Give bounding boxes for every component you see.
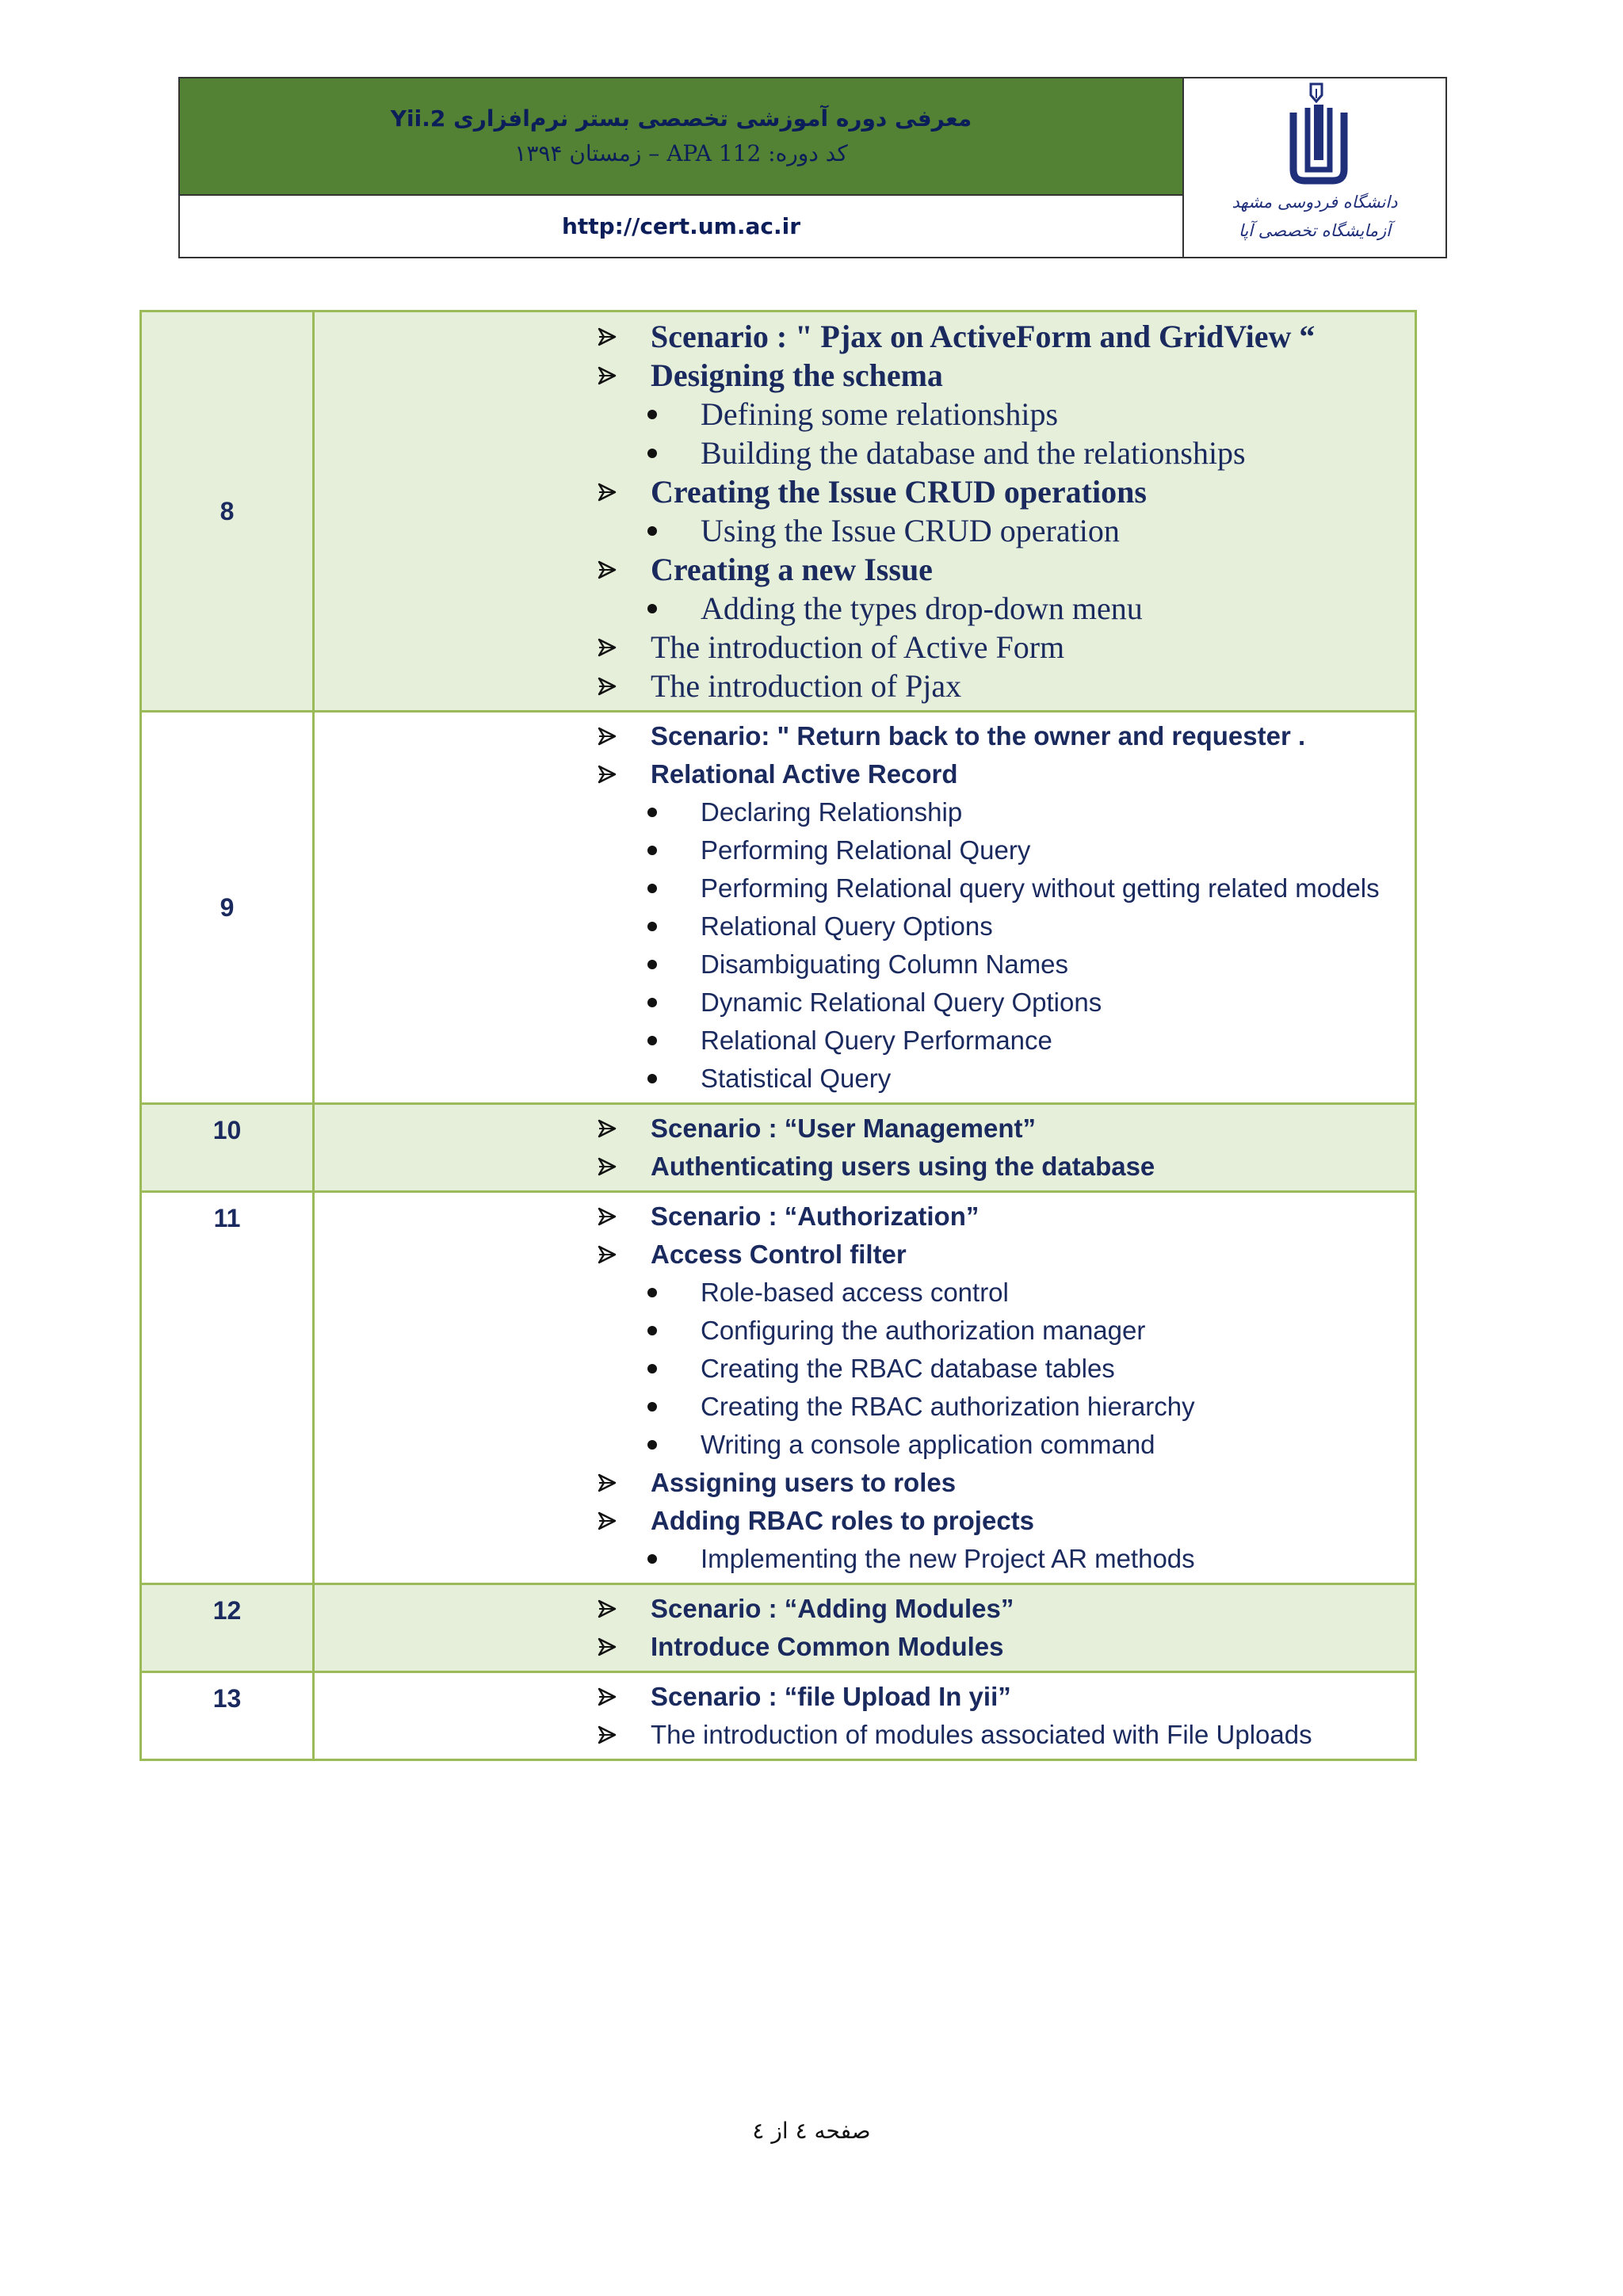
dot-bullet-icon	[647, 808, 657, 817]
table-row	[141, 1192, 1416, 1584]
session-topics	[314, 1672, 1416, 1760]
dot-bullet-icon	[647, 922, 657, 931]
topic-item	[315, 1198, 1415, 1236]
topic-item	[315, 717, 1415, 755]
topic-text: Assigning users to roles	[651, 1468, 957, 1497]
topic-item	[315, 472, 1415, 511]
dot-bullet-icon	[647, 604, 657, 613]
topic-text: Access Control filter	[651, 1240, 907, 1269]
session-topics	[314, 1584, 1416, 1672]
topic-item	[315, 755, 1415, 793]
dot-bullet-icon	[647, 1326, 657, 1335]
dot-bullet-icon	[647, 1402, 657, 1412]
page-footer: صفحه ٤ از ٤	[752, 2118, 871, 2144]
topic-text: Scenario : “file Upload In yii”	[651, 1682, 1011, 1711]
subtopic-item	[315, 1540, 1415, 1578]
arrow-bullet-icon	[597, 1118, 617, 1139]
dot-bullet-icon	[647, 960, 657, 969]
topic-item	[315, 356, 1415, 395]
topic-text: Writing a console application command	[701, 1430, 1155, 1459]
topic-text: Scenario: " Return back to the owner and requester .	[651, 721, 1306, 751]
session-topics	[314, 712, 1416, 1104]
subtopic-item	[315, 1388, 1415, 1426]
session-number: 8	[141, 311, 314, 712]
topic-text: Relational Query Performance	[701, 1026, 1052, 1055]
subtopic-item	[315, 511, 1415, 550]
session-topics	[314, 1104, 1416, 1192]
topic-item	[315, 628, 1415, 667]
topic-text: The introduction of Pjax	[651, 668, 962, 704]
topic-text: Performing Relational Query	[701, 835, 1031, 865]
topic-item	[315, 1628, 1415, 1666]
course-sessions-table	[139, 310, 1417, 1761]
table-row	[141, 1584, 1416, 1672]
topic-item	[315, 1502, 1415, 1540]
topic-text: Creating the RBAC authorization hierarchy	[701, 1392, 1195, 1421]
arrow-bullet-icon	[597, 482, 617, 502]
topic-text: Creating the RBAC database tables	[701, 1354, 1115, 1383]
arrow-bullet-icon	[597, 1156, 617, 1177]
subtopic-item	[315, 1274, 1415, 1312]
subtopic-item	[315, 984, 1415, 1022]
topic-item	[315, 1110, 1415, 1148]
topic-item	[315, 317, 1415, 356]
topic-text: Scenario : “Adding Modules”	[651, 1594, 1014, 1623]
topic-text: Scenario : “Authorization”	[651, 1201, 980, 1231]
arrow-bullet-icon	[597, 1599, 617, 1619]
dot-bullet-icon	[647, 1554, 657, 1564]
header-info	[180, 78, 1184, 257]
dot-bullet-icon	[647, 1440, 657, 1450]
arrow-bullet-icon	[597, 726, 617, 747]
topic-item	[315, 1148, 1415, 1186]
topic-text: Dynamic Relational Query Options	[701, 988, 1102, 1017]
subtopic-item	[315, 1060, 1415, 1098]
topic-text: Designing the schema	[651, 357, 943, 393]
topic-text: The introduction of Active Form	[651, 629, 1065, 665]
subtopic-item	[315, 1426, 1415, 1464]
session-number: 12	[141, 1584, 314, 1672]
arrow-bullet-icon	[597, 1206, 617, 1227]
dot-bullet-icon	[647, 1074, 657, 1083]
session-number: 13	[141, 1672, 314, 1760]
subtopic-item	[315, 831, 1415, 869]
dot-bullet-icon	[647, 846, 657, 855]
subtopic-item	[315, 434, 1415, 472]
arrow-bullet-icon	[597, 1687, 617, 1707]
topic-text: Configuring the authorization manager	[701, 1316, 1146, 1345]
arrow-bullet-icon	[597, 1244, 617, 1265]
topic-text: Disambiguating Column Names	[701, 949, 1069, 979]
arrow-bullet-icon	[597, 764, 617, 785]
session-topics	[314, 1192, 1416, 1584]
subtopic-item	[315, 869, 1415, 907]
dot-bullet-icon	[647, 998, 657, 1007]
topic-text: Creating a new Issue	[651, 552, 933, 587]
document-header	[178, 77, 1447, 258]
subtopic-item	[315, 907, 1415, 946]
arrow-bullet-icon	[597, 637, 617, 658]
topic-text: Declaring Relationship	[701, 797, 963, 827]
dot-bullet-icon	[647, 1036, 657, 1045]
topic-item	[315, 550, 1415, 589]
session-number: 11	[141, 1192, 314, 1584]
topic-text: Authenticating users using the database	[651, 1152, 1155, 1181]
topic-text: Creating the Issue CRUD operations	[651, 474, 1147, 510]
topic-text: Performing Relational query without getting related models	[701, 873, 1380, 903]
topic-text: Introduce Common Modules	[651, 1632, 1004, 1661]
topic-text: Using the Issue CRUD operation	[701, 513, 1120, 548]
logo-text-line-1: دانشگاه فردوسی مشهد	[1232, 192, 1398, 212]
site-url[interactable]: http://cert.um.ac.ir	[561, 213, 801, 239]
topic-item	[315, 1716, 1415, 1754]
logo-text-line-2: آزمایشگاه تخصصی آپا	[1239, 220, 1391, 240]
subtopic-item	[315, 793, 1415, 831]
arrow-bullet-icon	[597, 1725, 617, 1745]
university-logo	[1184, 78, 1445, 257]
arrow-bullet-icon	[597, 327, 617, 347]
subtopic-item	[315, 1312, 1415, 1350]
topic-text: Statistical Query	[701, 1064, 892, 1093]
session-topics	[314, 311, 1416, 712]
course-title: معرفی دوره آموزشی تخصصی بستر نرم‌افزاری Yii.2	[390, 105, 972, 132]
topic-text: Scenario : “User Management”	[651, 1114, 1036, 1143]
topic-text: Building the database and the relationships	[701, 435, 1246, 471]
subtopic-item	[315, 1350, 1415, 1388]
topic-text: Implementing the new Project AR methods	[701, 1544, 1195, 1573]
dot-bullet-icon	[647, 449, 657, 458]
session-number: 9	[141, 712, 314, 1104]
topic-text: Adding the types drop-down menu	[701, 590, 1143, 626]
arrow-bullet-icon	[597, 1637, 617, 1657]
table-row	[141, 712, 1416, 1104]
dot-bullet-icon	[647, 1364, 657, 1373]
arrow-bullet-icon	[597, 365, 617, 386]
dot-bullet-icon	[647, 1288, 657, 1297]
arrow-bullet-icon	[597, 1473, 617, 1493]
dot-bullet-icon	[647, 526, 657, 536]
subtopic-item	[315, 395, 1415, 434]
subtopic-item	[315, 946, 1415, 984]
ferdowsi-logo-icon	[1232, 81, 1398, 255]
topic-text: Adding RBAC roles to projects	[651, 1506, 1035, 1535]
arrow-bullet-icon	[597, 676, 617, 697]
topic-text: Scenario : " Pjax on ActiveForm and GridView “	[651, 319, 1316, 354]
table-row	[141, 1672, 1416, 1760]
topic-item	[315, 667, 1415, 705]
header-banner	[180, 78, 1182, 196]
topic-text: Relational Active Record	[651, 759, 958, 789]
subtopic-item	[315, 1022, 1415, 1060]
table-row	[141, 1104, 1416, 1192]
arrow-bullet-icon	[597, 1511, 617, 1531]
topic-text: The introduction of modules associated with File Uploads	[651, 1720, 1312, 1749]
table-row	[141, 311, 1416, 712]
topic-item	[315, 1590, 1415, 1628]
course-code: کد دوره: APA 112 – زمستان ۱۳۹۴	[514, 140, 848, 166]
arrow-bullet-icon	[597, 560, 617, 580]
topic-text: Relational Query Options	[701, 911, 993, 941]
topic-item	[315, 1464, 1415, 1502]
topic-item	[315, 1678, 1415, 1716]
dot-bullet-icon	[647, 410, 657, 419]
topic-text: Role-based access control	[701, 1278, 1009, 1307]
subtopic-item	[315, 589, 1415, 628]
dot-bullet-icon	[647, 884, 657, 893]
topic-text: Defining some relationships	[701, 396, 1059, 432]
topic-item	[315, 1236, 1415, 1274]
session-number: 10	[141, 1104, 314, 1192]
